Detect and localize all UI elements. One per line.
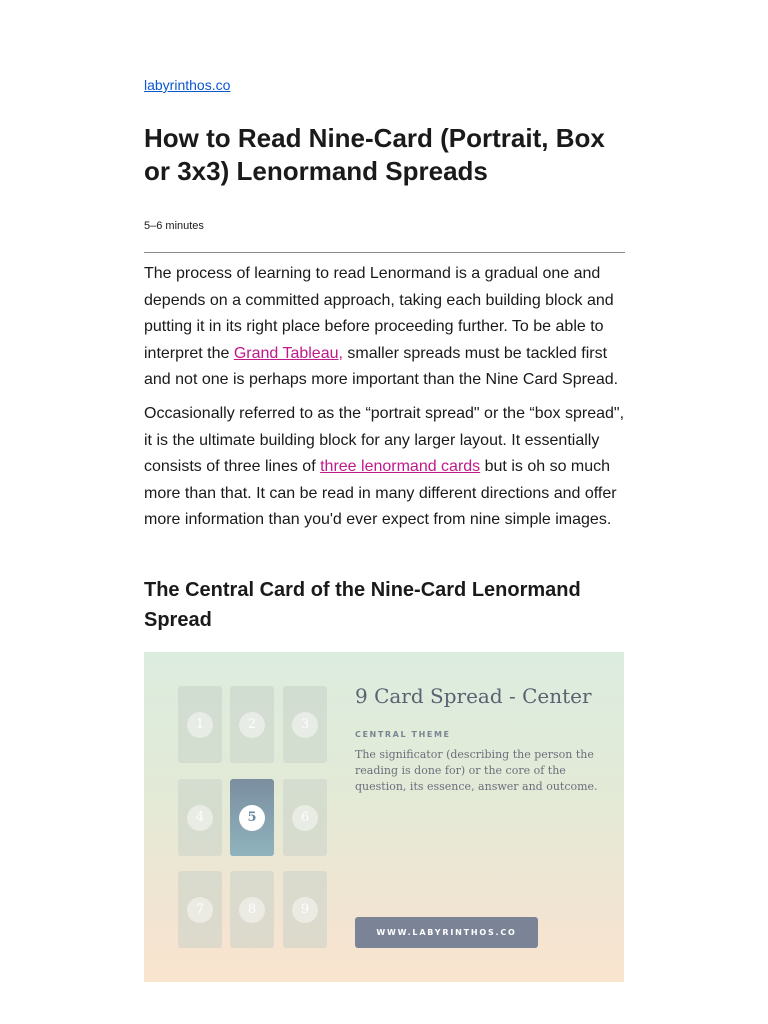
read-time: 5–6 minutes: [144, 220, 204, 232]
nine-card-spread-infographic: [144, 652, 624, 982]
paragraph-text: The process of learning to read Lenormand is a gradual one and depends on a committed approach, taking each building block and putting it in its right place before proceeding further. To be able to interpret the: [144, 265, 614, 362]
card-number: 9: [292, 897, 318, 923]
spread-card-7: [178, 871, 222, 948]
card-number: 6: [292, 805, 318, 831]
paragraph-portrait-spread: [144, 401, 625, 534]
paragraph-intro: [144, 261, 625, 394]
card-number: 7: [187, 897, 213, 923]
paragraph-text: Occasionally referred to as the “portrait spread" or the “box spread", it is the ultimate building block for any larger layout. It essentially consists of three lines of: [144, 405, 625, 475]
labyrinthos-site-button: WWW.LABYRINTHOS.CO: [355, 917, 538, 948]
spread-card-9: [283, 871, 327, 948]
infographic-description: The significator (describing the person the reading is done for) or the core of the question, its essence, answer and outcome.: [355, 748, 598, 793]
source-link[interactable]: labyrinthos.co: [144, 77, 231, 93]
infographic-title: 9 Card Spread - Center: [355, 684, 592, 708]
card-number: 5: [239, 805, 265, 831]
spread-card-2: [230, 686, 274, 763]
infographic-label: CENTRAL THEME: [355, 730, 451, 739]
card-number: 2: [239, 712, 265, 738]
spread-card-1: [178, 686, 222, 763]
card-number: 8: [239, 897, 265, 923]
spread-card-4: [178, 779, 222, 856]
grand-tableau-link[interactable]: Grand Tableau,: [233, 344, 343, 362]
card-number: 1: [187, 712, 213, 738]
card-number: 3: [292, 712, 318, 738]
spread-card-8: [230, 871, 274, 948]
paragraph-text: but is oh so much more than that. It can be read in many different directions and offer more information than you'd ever expect from nine simple images.: [144, 458, 617, 528]
spread-card-5-center: [230, 779, 274, 856]
paragraph-text: smaller spreads must be tackled first and not one is perhaps more important than the Nine Card Spread.: [144, 344, 619, 388]
spread-card-6: [283, 779, 327, 856]
article-title: How to Read Nine-Card (Portrait, Box or 3x3) Lenormand Spreads: [144, 123, 605, 186]
section-heading: The Central Card of the Nine-Card Lenormand Spread: [144, 579, 581, 631]
spread-card-3: [283, 686, 327, 763]
divider: [144, 252, 625, 253]
three-lenormand-cards-link[interactable]: three lenormand cards: [320, 458, 481, 475]
card-number: 4: [187, 805, 213, 831]
